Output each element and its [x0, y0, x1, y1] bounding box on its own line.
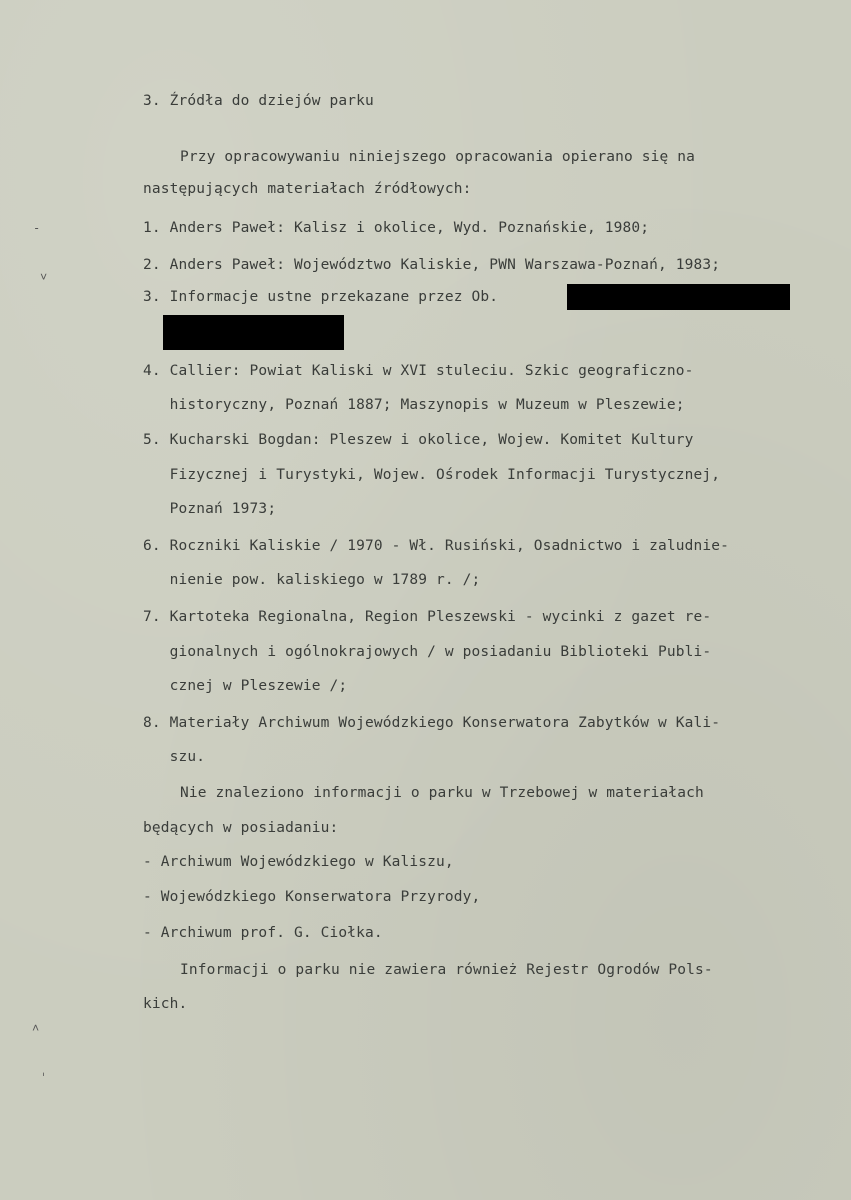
source-item-4-line-2: historyczny, Poznań 1887; Maszynopis w Muzeum w Pleszewie; [143, 397, 685, 413]
redaction-bar-2 [163, 315, 344, 350]
intro-paragraph-line-2: następujących materiałach źródłowych: [143, 181, 472, 197]
source-item-3: 3. Informacje ustne przekazane przez Ob. [143, 289, 499, 305]
source-item-1: 1. Anders Paweł: Kalisz i okolice, Wyd. Poznańskie, 1980; [143, 220, 650, 236]
source-item-8-line-2: szu. [143, 749, 206, 765]
source-item-5-line-3: Poznań 1973; [143, 501, 277, 517]
source-item-8-line-1: 8. Materiały Archiwum Wojewódzkiego Konserwatora Zabytków w Kali- [143, 715, 721, 731]
closing-paragraph-line-2: kich. [143, 996, 188, 1012]
source-item-2: 2. Anders Paweł: Województwo Kaliskie, PWN Warszawa-Poznań, 1983; [143, 257, 721, 273]
archive-item-1: - Archiwum Wojewódzkiego w Kaliszu, [143, 854, 454, 870]
source-item-6-line-2: nienie pow. kaliskiego w 1789 r. /; [143, 572, 481, 588]
archive-item-3: - Archiwum prof. G. Ciołka. [143, 925, 383, 941]
source-item-7-line-1: 7. Kartoteka Regionalna, Region Pleszewski - wycinki z gazet re- [143, 609, 712, 625]
not-found-paragraph-line-2: będących w posiadaniu: [143, 820, 339, 836]
source-item-5-line-2: Fizycznej i Turystyki, Wojew. Ośrodek Informacji Turystycznej, [143, 467, 721, 483]
source-item-6-line-1: 6. Roczniki Kaliskie / 1970 - Wł. Rusiński, Osadnictwo i zaludnie- [143, 538, 730, 554]
paper-mark: ˄ [32, 1021, 40, 1035]
closing-paragraph-line-1: Informacji o parku nie zawiera również Rejestr Ogrodów Pols- [180, 962, 713, 978]
not-found-paragraph-line-1: Nie znaleziono informacji o parku w Trzebowej w materiałach [180, 785, 704, 801]
paper-mark: - [33, 221, 41, 235]
source-item-7-line-2: gionalnych i ogólnokrajowych / w posiadaniu Biblioteki Publi- [143, 644, 712, 660]
source-item-5-line-1: 5. Kucharski Bogdan: Pleszew i okolice, Wojew. Komitet Kultury [143, 432, 694, 448]
intro-paragraph-line-1: Przy opracowywaniu niniejszego opracowania opierano się na [180, 149, 696, 165]
paper-mark: ˅ [40, 270, 48, 284]
source-item-4-line-1: 4. Callier: Powiat Kaliski w XVI stuleciu. Szkic geograficzno- [143, 363, 694, 379]
redaction-bar-1 [567, 284, 790, 310]
archive-item-2: - Wojewódzkiego Konserwatora Przyrody, [143, 889, 481, 905]
paper-mark: ˈ [40, 1071, 48, 1085]
source-item-7-line-3: cznej w Pleszewie /; [143, 678, 348, 694]
section-heading: 3. Źródła do dziejów parku [143, 93, 374, 109]
